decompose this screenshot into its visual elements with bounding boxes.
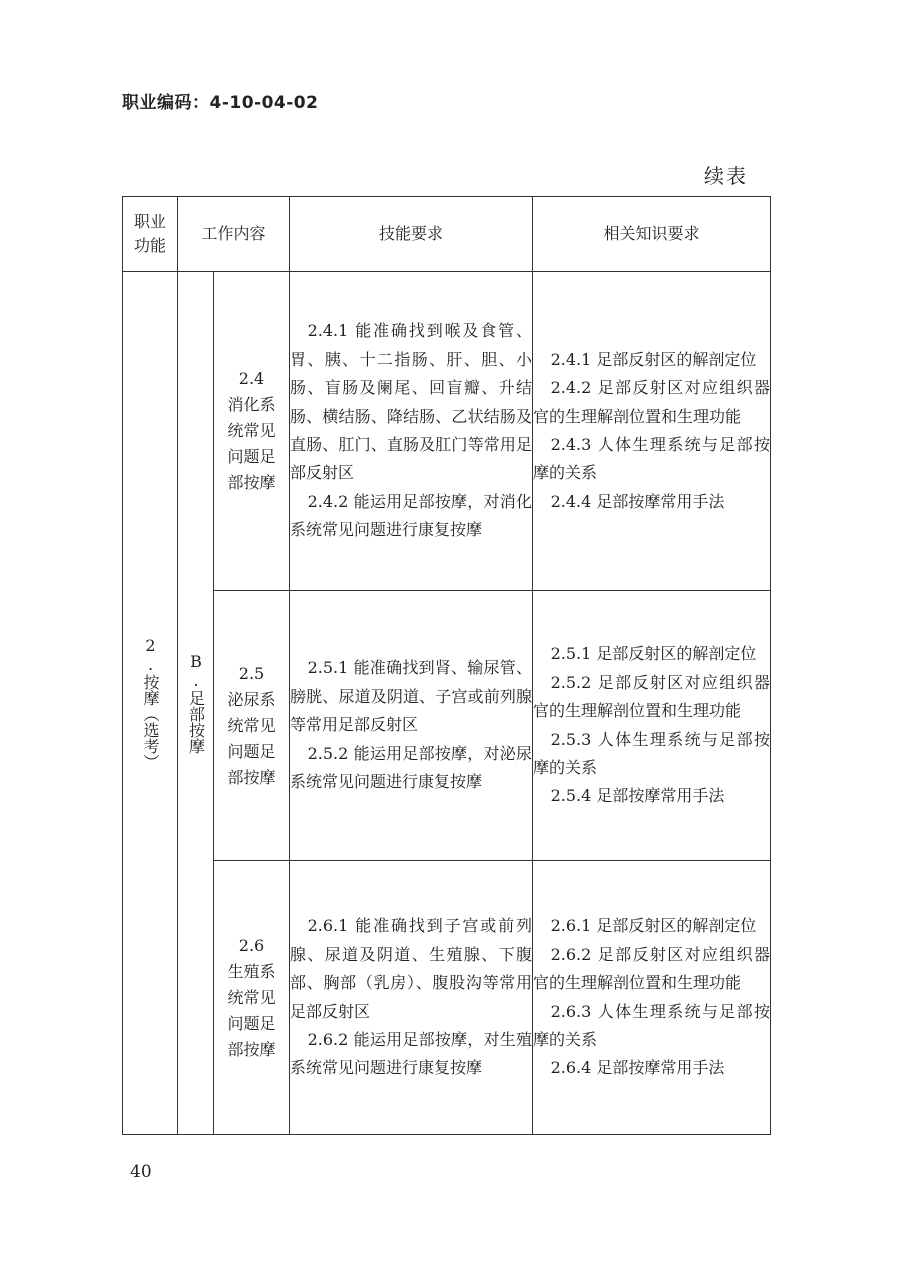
knowledge-item: 2.5.2 足部反射区对应组织器官的生理解剖位置和生理功能	[533, 672, 771, 721]
standards-table	[122, 196, 771, 1135]
knowledge-cell	[533, 591, 771, 861]
knowledge-item: 2.6.3 人体生理系统与足部按摩的关系	[533, 1001, 771, 1049]
skill-item: 2.4.1 能准确找到喉及食管、胃、胰、十二指肠、肝、胆、小肠、盲肠及阑尾、回盲瓣、升结肠、横结肠、降结肠、乙状结肠及直肠、肛门、直肠及肛门等常用足部反射区	[290, 321, 533, 483]
occupation-code: 职业编码：4-10-04-02	[122, 93, 319, 113]
skill-item: 2.4.2 能运用足部按摩，对消化系统常见问题进行康复按摩	[290, 491, 533, 540]
knowledge-item: 2.6.4 足部按摩常用手法	[550, 1058, 725, 1078]
work-item-label: 2.5 泌尿系 统常见 问题足 部按摩	[227, 663, 276, 787]
function-label: 2.按摩（选考）	[141, 636, 160, 770]
skill-item: 2.6.2 能运用足部按摩，对生殖系统常见问题进行康复按摩	[290, 1029, 533, 1078]
sub-content-label: B.足部按摩	[186, 652, 206, 754]
page-number: 40	[130, 1162, 152, 1182]
work-item-cell	[214, 861, 290, 1135]
continued-label: 续表	[704, 164, 748, 188]
col-header-knowledge: 相关知识要求	[533, 197, 771, 272]
skill-item: 2.5.1 能准确找到肾、输尿管、膀胱、尿道及阴道、子宫或前列腺等常用足部反射区	[290, 658, 533, 735]
knowledge-item: 2.5.3 人体生理系统与足部按摩的关系	[533, 729, 771, 777]
col-header-skill: 技能要求	[290, 197, 533, 272]
knowledge-cell	[533, 861, 771, 1135]
knowledge-item: 2.4.2 足部反射区对应组织器官的生理解剖位置和生理功能	[533, 378, 771, 426]
table-row	[123, 591, 771, 861]
knowledge-item: 2.4.4 足部按摩常用手法	[550, 491, 725, 511]
knowledge-item: 2.4.3 人体生理系统与足部按摩的关系	[533, 435, 771, 483]
skill-cell	[290, 272, 533, 591]
work-item-label: 2.6 生殖系 统常见 问题足 部按摩	[227, 935, 276, 1059]
table-row	[123, 861, 771, 1135]
knowledge-item: 2.5.1 足部反射区的解剖定位	[550, 644, 757, 664]
knowledge-item: 2.4.1 足部反射区的解剖定位	[550, 349, 757, 369]
sub-content-cell	[178, 272, 214, 1135]
col-header-work-content: 工作内容	[178, 197, 290, 272]
skill-cell	[290, 861, 533, 1135]
skill-item: 2.5.2 能运用足部按摩，对泌尿系统常见问题进行康复按摩	[290, 743, 533, 792]
knowledge-item: 2.5.4 足部按摩常用手法	[550, 786, 725, 806]
work-item-cell	[214, 591, 290, 861]
knowledge-cell	[533, 272, 771, 591]
col-header-function: 职业 功能	[123, 197, 178, 272]
knowledge-item: 2.6.1 足部反射区的解剖定位	[550, 916, 757, 936]
table-header-row	[123, 197, 771, 272]
work-item-label: 2.4 消化系 统常见 问题足 部按摩	[227, 369, 276, 492]
skill-cell	[290, 591, 533, 861]
function-cell	[123, 272, 178, 1135]
knowledge-item: 2.6.2 足部反射区对应组织器官的生理解剖位置和生理功能	[533, 944, 771, 993]
skill-item: 2.6.1 能准确找到子宫或前列腺、尿道及阴道、生殖腺、下腹部、胸部（乳房）、腹股沟等常用足部反射区	[290, 916, 533, 1021]
table-row	[123, 272, 771, 591]
work-item-cell	[214, 272, 290, 591]
